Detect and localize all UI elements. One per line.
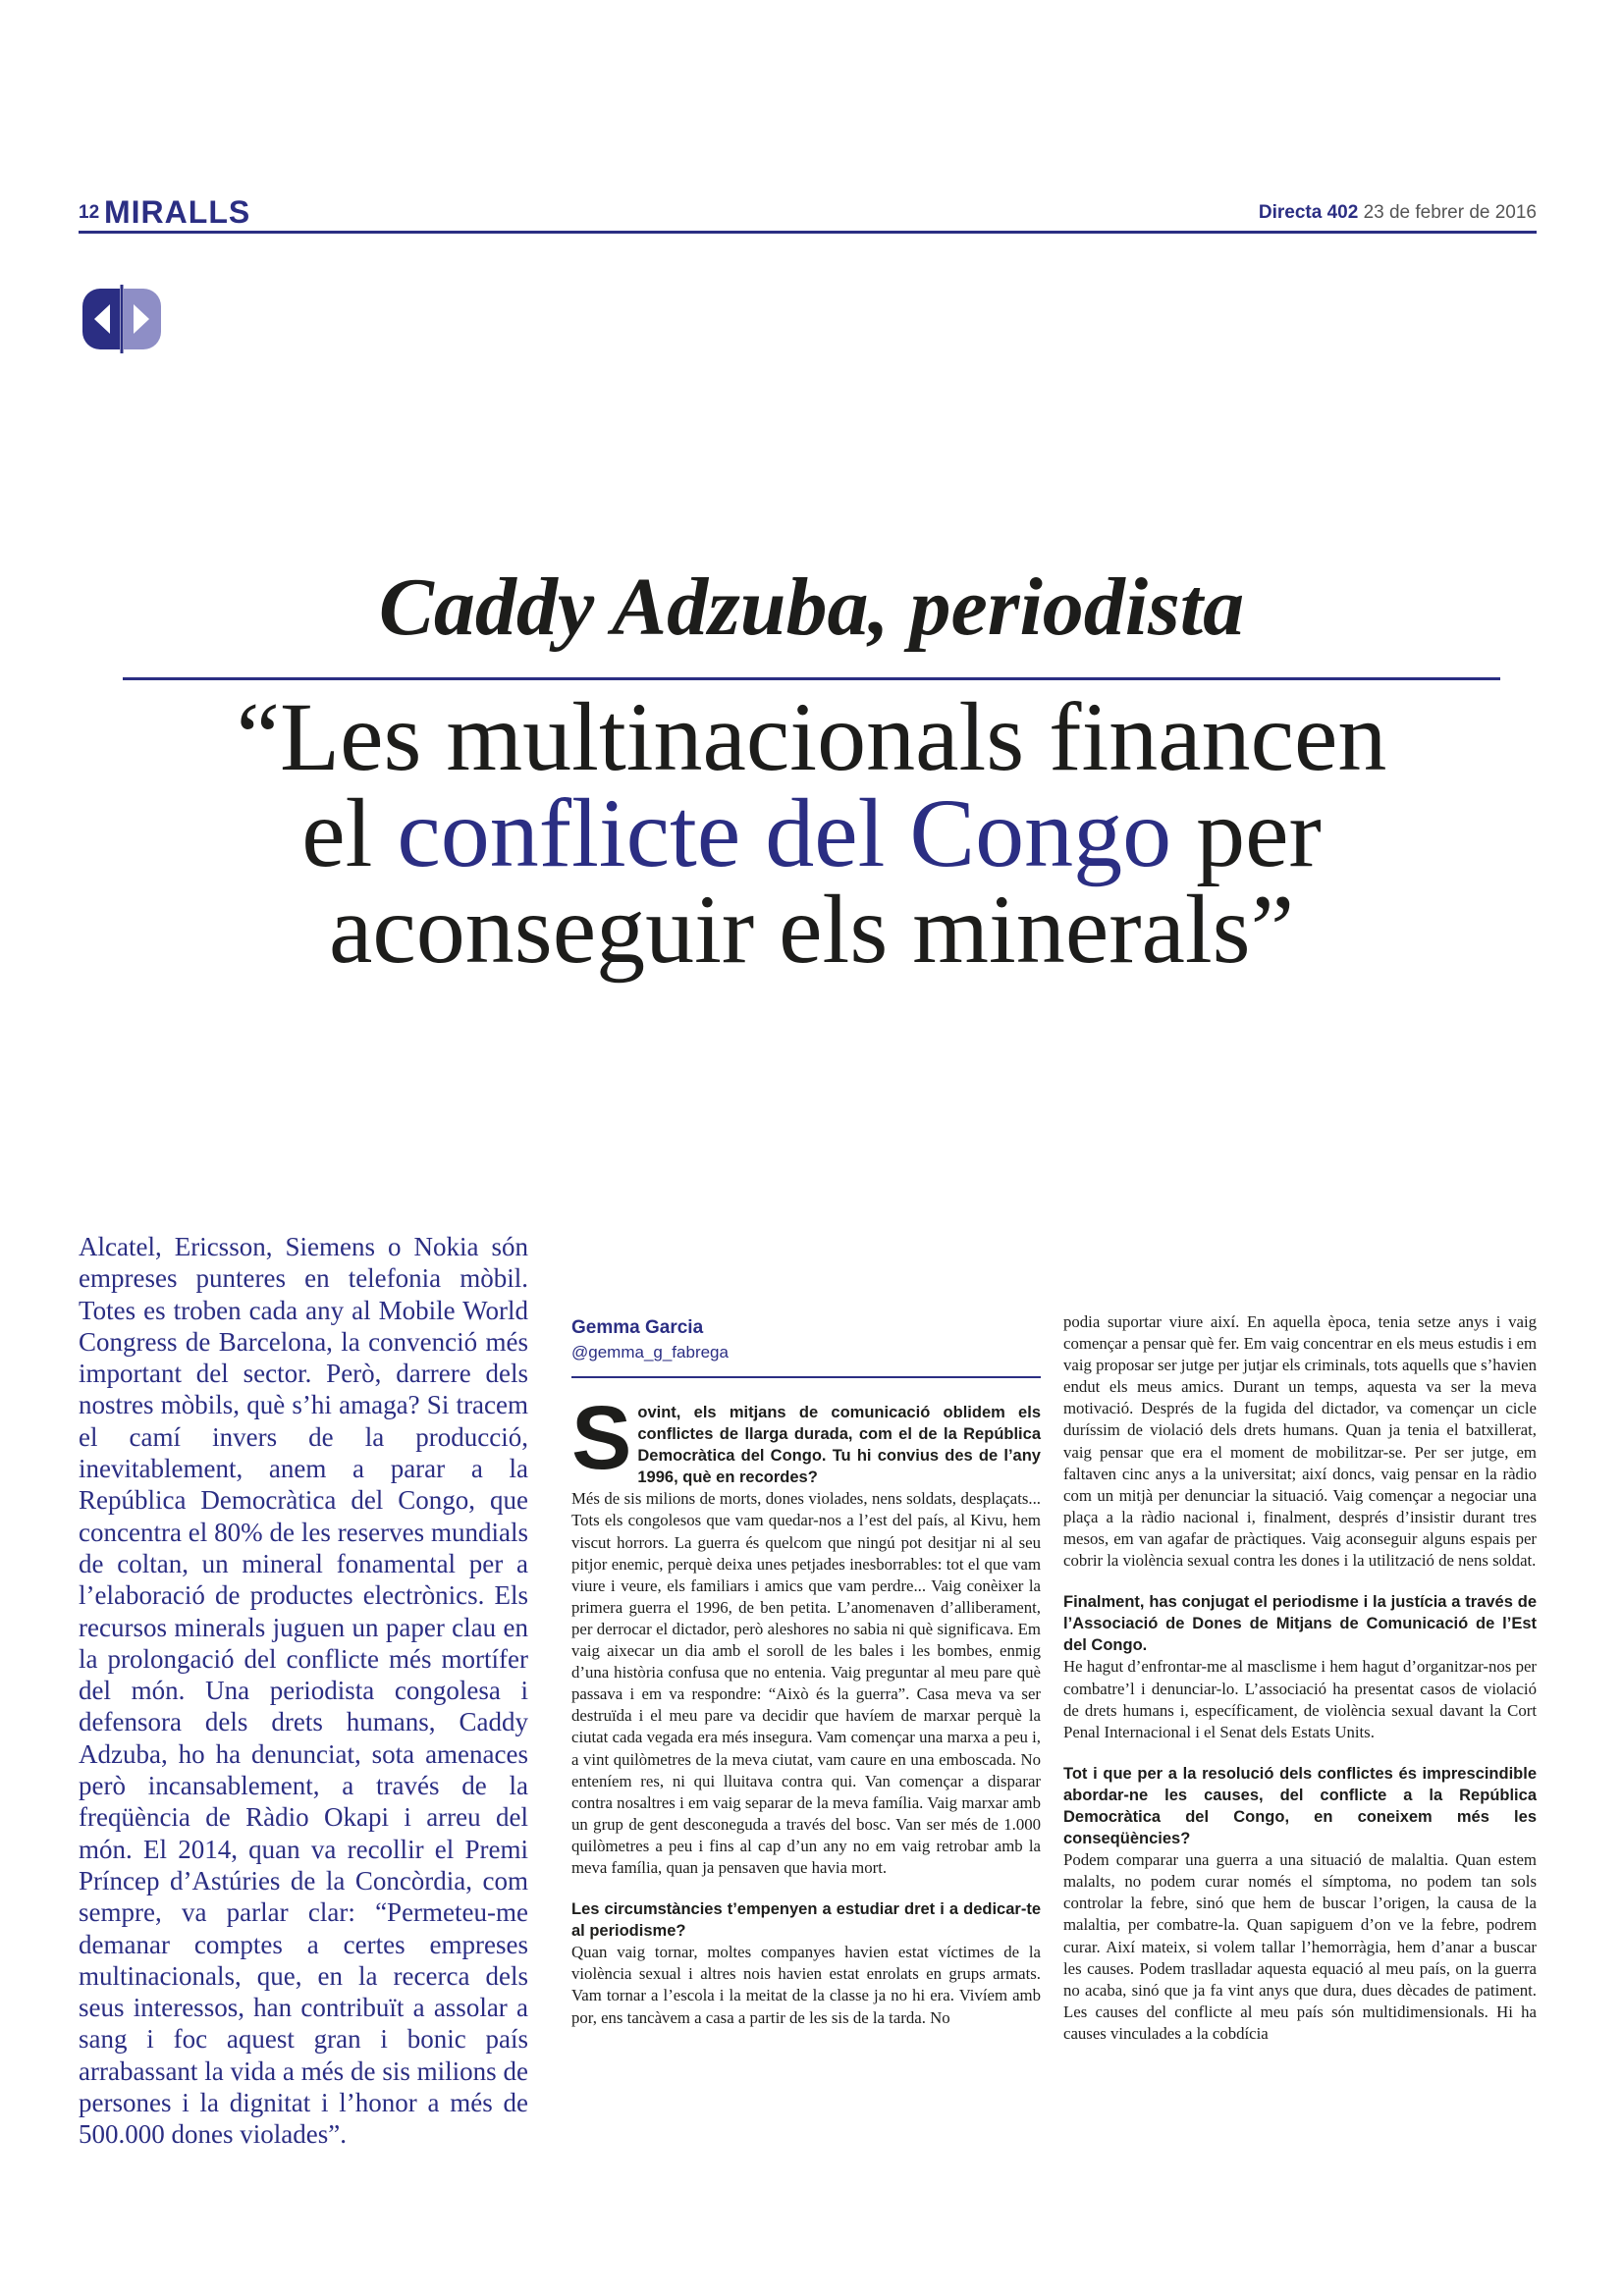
article-headline — [0, 682, 1623, 984]
page-number: 12 — [79, 202, 100, 223]
section-title: MIRALLS — [104, 194, 251, 230]
answer-2-continued: podia suportar viure així. En aquella època, tenia setze anys i vaig començar a pensar què fer. Em vaig concentrar en els meus estudis i em vaig proposar ser jutge per jutjar els criminals, tots aquells que s’havien endut els meus amics. Durant un temps, aquesta va ser la meva motivació. Després de la fugida del dictador, va començar un cicle duríssim de violació dels drets humans. Quan ja tenia el batxillerat, vaig pensar que era el moment de mobilitzar-se. Per ser jutge, em faltaven cinc anys a la universitat; així doncs, vaig pensar en la ràdio com un mitjà per denunciar la situació. Vaig començar a negociar una plaça a la ràdio nacional i, finalment, després d’insistir durant tres mesos, em van agafar de pràctiques. Vaig aconseguir alguns espais per cobrir la violència sexual contra les dones i la utilització de nens soldat. — [1063, 1312, 1537, 1571]
paragraph-gap — [1063, 1572, 1537, 1591]
question-4: Tot i que per a la resolució dels conflictes és imprescindible abordar-ne les causes, del conflicte a la República Democràtica del Congo, en coneixem més les conseqüències? — [1063, 1764, 1537, 1848]
answer-4: Podem comparar una guerra a una situació de malaltia. Quan estem malalts, no podem curar només el símptoma, no podem tan sols controlar la febre, sinó que hem de buscar l’origen, la causa de la malaltia, per combatre-la. Quan sapiguem d’on ve la febre, podrem curar. Així mateix, si volem tallar l’hemorràgia, hem d’anar a buscar les causes. Podem traslladar aquesta equació al meu país, on la guerra no acaba, sinó que ja fa vint anys que dura, dues dècades de patiment. Les causes del conflicte al meu país són multidimensionals. Hi ha causes vinculades a la cobdícia — [1063, 1850, 1537, 2043]
header-rule — [79, 231, 1537, 234]
paragraph-gap — [1063, 1743, 1537, 1763]
miralls-arrows-logo-icon — [77, 285, 167, 353]
headline-line-2-post: per — [1171, 778, 1322, 887]
answer-3: He hagut d’enfrontar-me al masclisme i hem hagut d’organitzar-nos per combatre’l i denunciar-lo. L’associació ha presentat casos de violació de drets humans i, específicament, de violència sexual davant la Cort Penal Internacional i el Senat dels Estats Units. — [1063, 1657, 1537, 1741]
body-column-right — [1063, 1311, 1537, 2045]
article-intro: Alcatel, Ericsson, Siemens o Nokia són empreses punteres en telefonia mòbil. Totes es troben cada any al Mobile World Congress de Barcelona, la convenció més important del sector. Però, darrere dels nostres mòbils, què s’hi amaga? Si tracem el camí invers de la producció, inevitablement, anem a parar a la República Democràtica del Congo, que concentra el 80% de les reserves mundials de coltan, un mineral fonamental per a l’elaboració de productes electrònics. Els recursos minerals juguen un paper clau en la prolongació del conflicte més mortífer del món. Una periodista congolesa i defensora dels drets humans, Caddy Adzuba, ho ha denunciat, sota amenaces però incansablement, a través de la freqüència de Ràdio Okapi i arreu del món. El 2014, quan va recollir el Premi Príncep d’Astúries de la Concòrdia, com sempre, va parlar clar: “Permeteu-me demanar comptes a certes empreses multinacionals, que, en la recerca dels seus interessos, han contribuït a assolar a sang i foc aquest gran i bonic país arrabassant la vida a més de sis milions de persones i la dignitat i l’honor a més de 500.000 dones violades”. — [79, 1232, 528, 2150]
headline-line-3: aconseguir els minerals” — [329, 875, 1294, 984]
publication-info — [1259, 202, 1537, 224]
headline-line-1: “Les multinacionals financen — [236, 682, 1387, 791]
drop-cap: S — [571, 1388, 632, 1488]
body-column-middle — [571, 1388, 1041, 2029]
byline-rule — [571, 1376, 1041, 1378]
headline-highlight: conflicte del Congo — [397, 778, 1172, 887]
byline-handle: @gemma_g_fabrega — [571, 1343, 729, 1362]
headline-line-2-pre: el — [301, 778, 398, 887]
publication-name: Directa 402 — [1258, 202, 1359, 223]
publication-date: 23 de febrer de 2016 — [1363, 202, 1537, 223]
answer-1: Més de sis milions de morts, dones violades, nens soldats, desplaçats... Tots els congolesos que vam quedar-nos a l’est del país, al Kivu, hem viscut horrors. La guerra és quelcom que ningú pot desitjar ni al seu pitjor enemic, perquè deixa unes petjades inesborrables: tot el que vam viure i veure, els familiars i amics que vam perdre... Vaig conèixer la primera guerra el 1996, de ben petita. L’anomenaven d’alliberament, per derrocar el dictador, però aleshores no sabia ni què significava. Em vaig aixecar un dia amb el soroll de les bales i les bombes, enmig d’una història confusa que no entenia. Vaig preguntar al meu pare què passava i em va respondre: “Això és la guerra”. Casa meva va ser destruïda i el meu pare va decidir que havíem de marxar perquè la ciutat cada vegada era més insegura. Vam començar una marxa a peu i, a vint quilòmetres de la meva ciutat, vam caure en una emboscada. No enteníem res, ni qui lluitava contra qui. Van començar a disparar contra nosaltres i em vaig separar de la meva família. Vaig marxar amb un grup de gent desconeguda a través del bosc. Van ser més de 1.000 quilòmetres a peu i fins al cap d’un any no em vaig retrobar amb la meva família, quan ja pensaven que havia mort. — [571, 1489, 1041, 1877]
question-3: Finalment, has conjugat el periodisme i la justícia a través de l’Associació de Dones de Mitjans de Comunicació de l’Est del Congo. — [1063, 1593, 1537, 1655]
paragraph-gap — [571, 1879, 1041, 1898]
byline-name: Gemma Garcia — [571, 1317, 704, 1338]
answer-2: Quan vaig tornar, moltes companyes havien estat víctimes de la violència sexual i altres nois havien estat enrolats en grups armats. Vam tornar a l’escola i la meitat de la classe ja no hi era. Vivíem amb por, ens tancàvem a casa a partir de les sis de la tarda. No — [571, 1943, 1041, 2027]
question-2: Les circumstàncies t’empenyen a estudiar dret i a dedicar-te al periodisme? — [571, 1900, 1041, 1941]
question-1: ovint, els mitjans de comunicació oblidem els conflictes de llarga durada, com el de la República Democràtica del Congo. Tu hi convius des de l’any 1996, què en recordes? — [637, 1404, 1041, 1487]
article-kicker: Caddy Adzuba, periodista — [378, 561, 1245, 653]
headline-line-2 — [0, 778, 1623, 887]
title-rule — [123, 677, 1500, 680]
